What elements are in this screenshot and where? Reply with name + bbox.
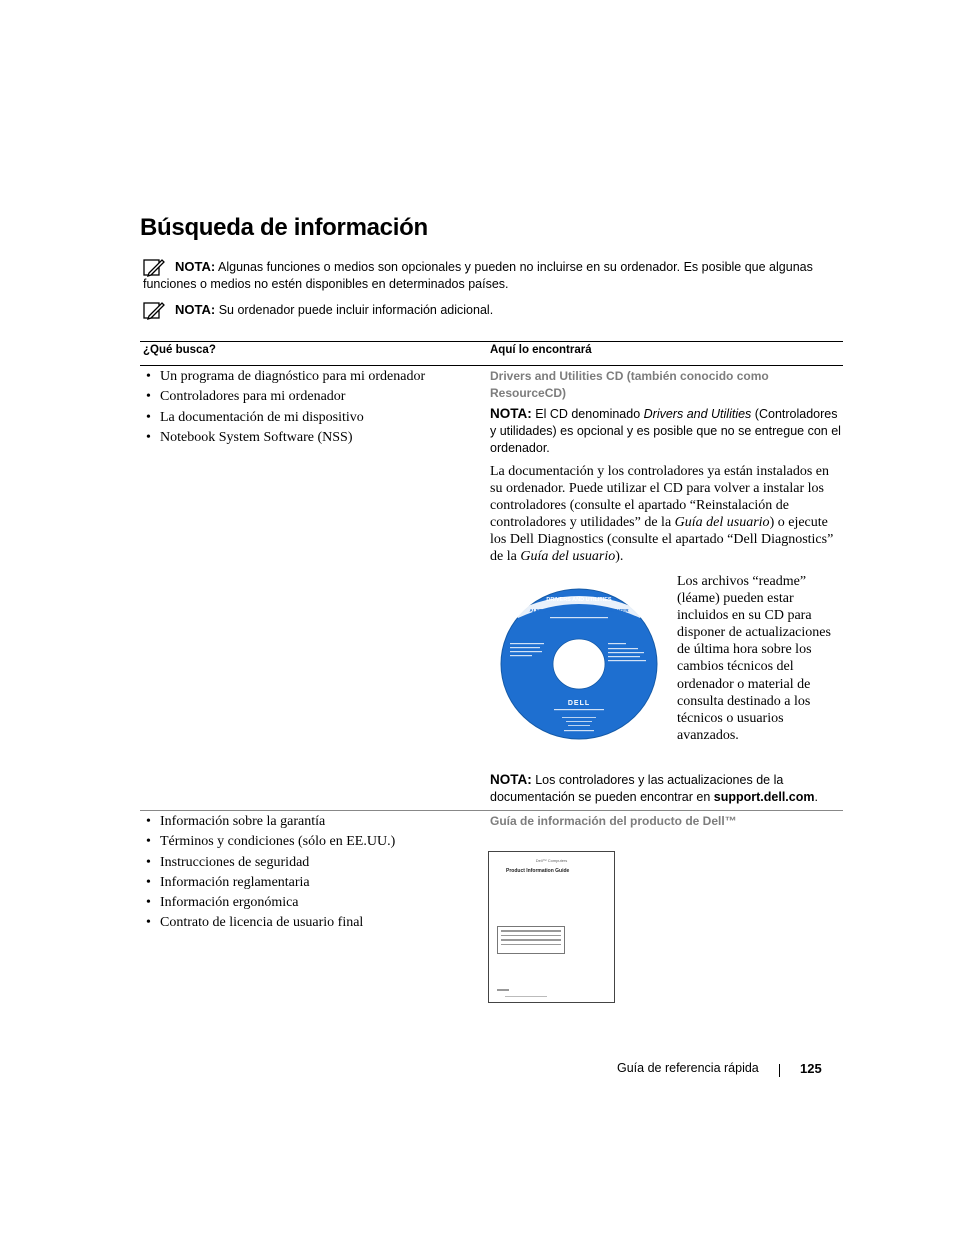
table-header-what: ¿Qué busca? [143, 344, 216, 356]
note-additional-info [143, 301, 843, 319]
list-item: • Un programa de diagnóstico para mi ordenador [146, 367, 425, 387]
drivers-cd-description: La documentación y los controladores ya están instalados en su ordenador. Puede utilizar el CD para volver a instalar los controladores (consulte el apartado “Reinstalación de controladores y utilidades” de la Guía del usuario) o ejecute los Dell Diagnostics (consulte el apartado “Dell Diagnostics” de la Guía del usuario). [490, 464, 834, 565]
support-link[interactable]: support.dell.com [713, 790, 815, 804]
list-item: • Contrato de licencia de usuario final [146, 913, 395, 933]
product-guide-title: Guía de información del producto de Dell™ [490, 814, 737, 828]
note-text: Algunas funciones o medios son opcionales y pueden no incluirse en su ordenador. Es posible que algunas funciones o medios no estén disponibles en determinados países. [143, 260, 813, 291]
table-top-rule [140, 341, 843, 342]
dell-logo: DELL [567, 700, 591, 707]
list-item: • Información reglamentaria [146, 873, 395, 893]
note-pencil-icon [143, 258, 165, 278]
row2-item-list [146, 812, 395, 934]
list-item: • Información sobre la garantía [146, 812, 395, 832]
drivers-cd-title: Drivers and Utilities CD (también conocido como ResourceCD) [490, 369, 769, 400]
table-header-where: Aquí lo encontrará [490, 344, 592, 356]
booklet-title: Product Information Guide [506, 868, 570, 874]
list-item: • Términos y condiciones (sólo en EE.UU.) [146, 832, 395, 852]
list-item: • La documentación de mi dispositivo [146, 408, 425, 428]
readme-description: Los archivos “readme” (léame) pueden estar incluidos en su CD para disponer de actualizaciones de última hora sobre los cambios técnicos del ordenador o material de consulta destinado a los técnicos o usuarios avanzados. [677, 574, 831, 743]
page-number: 125 [800, 1061, 822, 1076]
note-label: NOTA: [490, 772, 532, 787]
row1-item-list [146, 367, 425, 448]
drivers-cd-note: NOTA: El CD denominado Drivers and Utilities (Controladores y utilidades) es opcional y es posible que no se entregue con el ordenador. [490, 406, 841, 455]
note-text: Su ordenador puede incluir información adicional. [218, 303, 494, 317]
table-header-rule [140, 365, 843, 366]
booklet-warning-box [497, 926, 565, 954]
cd-label-band: ALREADY INSTALLED ON YOUR COMPUTER [529, 608, 629, 613]
cd-label-top: DRIVERS AND UTILITIES [546, 597, 612, 603]
table-row-divider [140, 810, 843, 811]
page-title: Búsqueda de información [140, 214, 428, 241]
product-guide-image [488, 851, 615, 1003]
list-item: • Notebook System Software (NSS) [146, 428, 425, 448]
list-item: • Instrucciones de seguridad [146, 853, 395, 873]
note-label: NOTA: [175, 259, 216, 274]
footer-separator [779, 1064, 780, 1077]
note-label: NOTA: [175, 302, 216, 317]
drivers-update-note: NOTA: Los controladores y las actualizaciones de la documentación se pueden encontrar en support.dell.com. [490, 772, 818, 804]
list-item: • Controladores para mi ordenador [146, 387, 425, 407]
list-item: • Información ergonómica [146, 893, 395, 913]
note-optional-features [143, 258, 843, 293]
footer-guide-name: Guía de referencia rápida [617, 1061, 759, 1075]
drivers-cd-image [500, 588, 658, 740]
note-label: NOTA: [490, 406, 532, 421]
booklet-brand: Dell™ Computers [535, 858, 568, 863]
note-pencil-icon [143, 301, 165, 321]
